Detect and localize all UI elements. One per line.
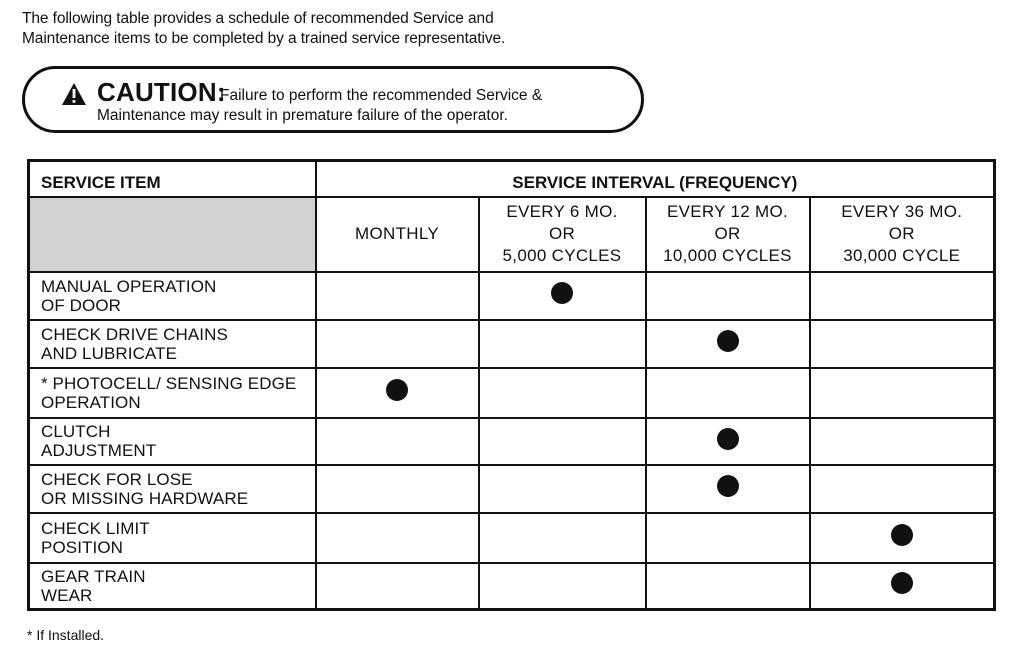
service-item-label (29, 272, 316, 320)
caution-title: CAUTION: (97, 77, 226, 107)
interval-cell (316, 465, 479, 513)
interval-cell (479, 418, 646, 465)
service-item-label (29, 320, 316, 368)
interval-cell (646, 320, 810, 368)
interval-cell (646, 513, 810, 563)
interval-cell (810, 418, 995, 465)
interval-cell (479, 465, 646, 513)
caution-text-line-2: Maintenance may result in premature failure of the operator. (97, 107, 508, 124)
intro-text (22, 9, 722, 49)
interval-cell (316, 563, 479, 610)
interval-cell (316, 368, 479, 418)
scheduled-dot-icon (891, 524, 913, 546)
interval-cell (646, 272, 810, 320)
table-row (29, 272, 995, 320)
service-item-line: AND LUBRICATE (41, 343, 178, 363)
frequency-monthly (316, 197, 479, 272)
table-row (29, 368, 995, 418)
service-schedule-table (27, 159, 996, 611)
table-row (29, 320, 995, 368)
interval-cell (316, 320, 479, 368)
header-service-interval: SERVICE INTERVAL (FREQUENCY) (316, 161, 995, 197)
service-item-line: * PHOTOCELL/ SENSING EDGE (41, 373, 297, 393)
scheduled-dot-icon (717, 475, 739, 497)
service-item-line: CHECK DRIVE CHAINS (41, 324, 228, 344)
frequency-line: 5,000 CYCLES (502, 246, 622, 265)
interval-cell (810, 320, 995, 368)
table-row (29, 563, 995, 610)
service-item-label (29, 418, 316, 465)
frequency-header-row (29, 197, 995, 272)
frequency-line: EVERY 36 MO. (841, 202, 963, 221)
scheduled-dot-icon (717, 428, 739, 450)
service-item-line: POSITION (41, 537, 124, 557)
header-service-item: SERVICE ITEM (29, 161, 316, 197)
scheduled-dot-icon (386, 379, 408, 401)
service-item-label (29, 368, 316, 418)
interval-cell (316, 418, 479, 465)
service-item-line: MANUAL OPERATION (41, 276, 217, 296)
service-item-label (29, 563, 316, 610)
service-item-line: OF DOOR (41, 295, 122, 315)
interval-cell (479, 320, 646, 368)
interval-cell (646, 368, 810, 418)
service-item-line: CHECK FOR LOSE (41, 469, 193, 489)
caution-text-line-1: Failure to perform the recommended Service & (220, 87, 543, 104)
interval-cell (810, 513, 995, 563)
service-item-line: OPERATION (41, 392, 141, 412)
service-item-line: WEAR (41, 585, 93, 605)
table-header-row (29, 161, 995, 197)
service-item-line: CHECK LIMIT (41, 518, 150, 538)
frequency-6-months (479, 197, 646, 272)
frequency-line: OR (714, 224, 741, 243)
frequency-line: 30,000 CYCLE (843, 246, 961, 265)
interval-cell (479, 563, 646, 610)
blank-header-cell (29, 197, 316, 272)
interval-cell (316, 272, 479, 320)
scheduled-dot-icon (891, 572, 913, 594)
service-item-line: OR MISSING HARDWARE (41, 488, 249, 508)
interval-cell (810, 465, 995, 513)
intro-line-1: The following table provides a schedule of recommended Service and (22, 10, 494, 27)
interval-cell (646, 563, 810, 610)
scheduled-dot-icon (551, 282, 573, 304)
frequency-line: 10,000 CYCLES (663, 246, 792, 265)
table-row (29, 513, 995, 563)
interval-cell (810, 563, 995, 610)
interval-cell (646, 418, 810, 465)
service-item-line: ADJUSTMENT (41, 441, 157, 460)
warning-triangle-icon (61, 82, 87, 106)
frequency-line: EVERY 6 MO. (506, 202, 618, 221)
intro-line-2: Maintenance items to be completed by a trained service representative. (22, 30, 506, 47)
footnote: * If Installed. (27, 627, 105, 643)
interval-cell (479, 513, 646, 563)
table-row (29, 465, 995, 513)
frequency-12-months (646, 197, 810, 272)
interval-cell (479, 272, 646, 320)
frequency-line: MONTHLY (355, 224, 439, 243)
caution-box (22, 66, 644, 133)
table-body (29, 272, 995, 610)
frequency-line: OR (888, 224, 915, 243)
scheduled-dot-icon (717, 330, 739, 352)
service-item-label (29, 465, 316, 513)
service-item-label (29, 513, 316, 563)
frequency-36-months (810, 197, 995, 272)
interval-cell (810, 368, 995, 418)
table-row (29, 418, 995, 465)
frequency-line: EVERY 12 MO. (666, 202, 789, 221)
interval-cell (316, 513, 479, 563)
frequency-line: OR (548, 224, 576, 243)
interval-cell (479, 368, 646, 418)
service-item-line: CLUTCH (41, 422, 111, 441)
interval-cell (810, 272, 995, 320)
interval-cell (646, 465, 810, 513)
service-item-line: GEAR TRAIN (41, 566, 146, 586)
